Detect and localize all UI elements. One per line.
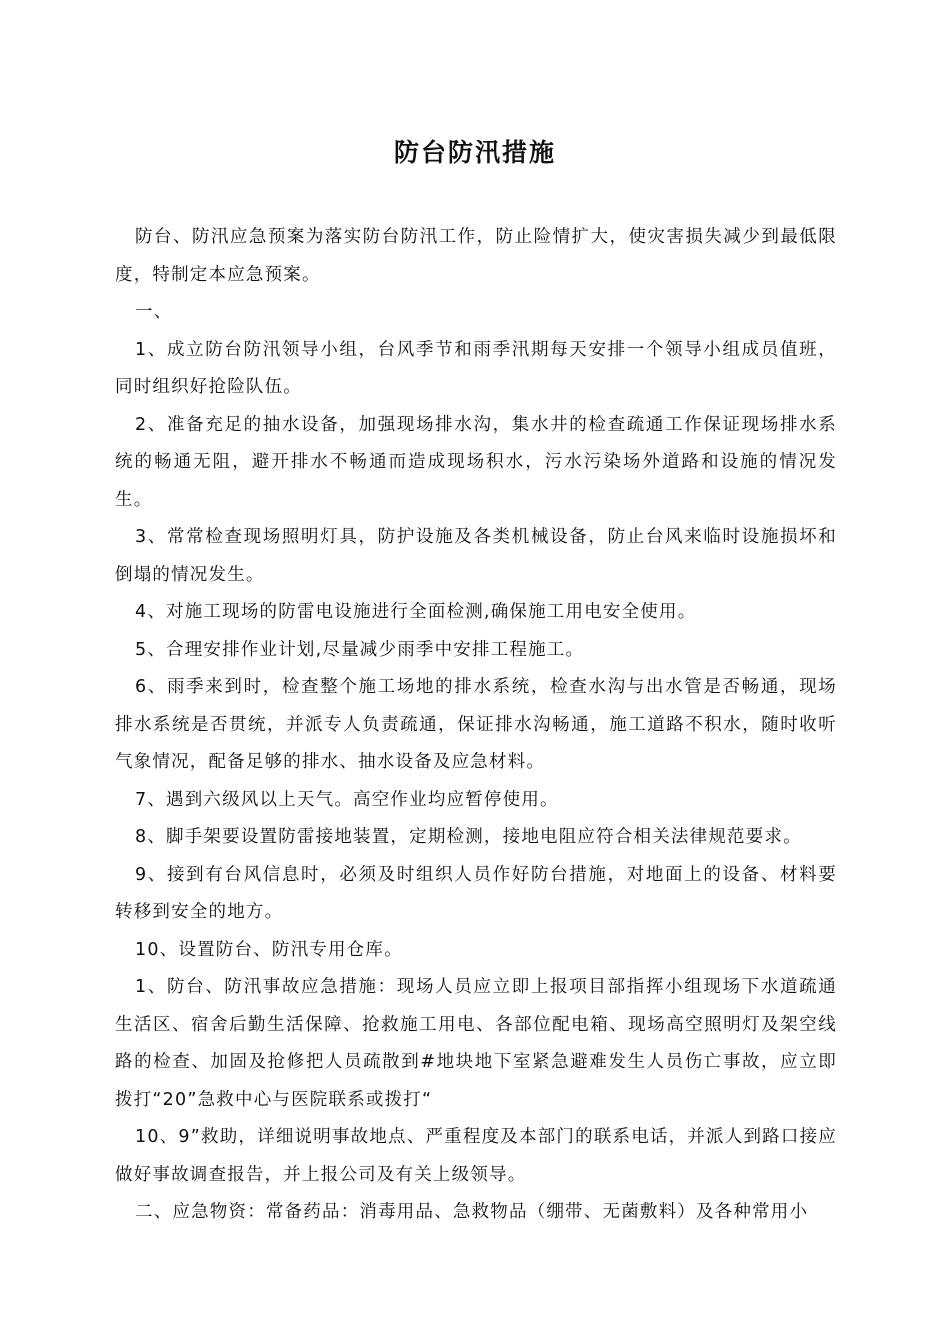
- section-heading-1: 一、: [135, 302, 173, 322]
- paragraph-item-9: 9、接到有台风信息时，必须及时组织人员作好防台措施，对地面上的设备、材料要转移到安全的地方。: [115, 864, 837, 922]
- document-title: 防台防汛措施: [393, 138, 556, 167]
- paragraph-emergency-measures: 1、防台、防汛事故应急措施：现场人员应立即上报项目部指挥小组现场下水道疏通生活区、宿舍后勤生活保障、抢救施工用电、各部位配电箱、现场高空照明灯及架空线路的检查、加固及抢修把人员疏散到#地块地下室紧急避难发生人员伤亡事故，应立即拨打“20”急救中心与医院联系或拨打“: [115, 977, 837, 1110]
- paragraph-emergency-supplies: 二、应急物资：常备药品：消毒用品、急救物品（绷带、无菌敷料）及各种常用小: [135, 1202, 809, 1222]
- paragraph-item-10: 10、设置防台、防汛专用仓库。: [135, 939, 403, 960]
- paragraph-rescue-contact: 10、9”救助，详细说明事故地点、严重程度及本部门的联系电话，并派人到路口接应做好事故调查报告，并上报公司及有关上级领导。: [115, 1127, 837, 1185]
- paragraph-item-2: 2、准备充足的抽水设备，加强现场排水沟，集水井的检查疏通工作保证现场排水系统的畅通无阻，避开排水不畅通而造成现场积水，污水污染场外道路和设施的情况发生。: [115, 414, 837, 510]
- paragraph-item-4: 4、对施工现场的防雷电设施进行全面检测,确保施工用电安全使用。: [135, 602, 697, 622]
- paragraph-item-7: 7、遇到六级风以上天气。高空作业均应暂停使用。: [135, 789, 559, 810]
- paragraph-intro: 防台、防汛应急预案为落实防台防汛工作，防止险情扩大，使灾害损失减少到最低限度，特制定本应急预案。: [115, 227, 837, 285]
- paragraph-item-3: 3、常常检查现场照明灯具，防护设施及各类机械设备，防止台风来临时设施损坏和倒塌的情况发生。: [115, 527, 837, 585]
- document-body: [115, 219, 837, 1232]
- paragraph-item-8: 8、脚手架要设置防雷接地装置，定期检测，接地电阻应符合相关法律规范要求。: [135, 827, 802, 847]
- paragraph-item-5: 5、合理安排作业计划,尽量减少雨季中安排工程施工。: [135, 639, 585, 660]
- paragraph-item-6: 6、雨季来到时，检查整个施工场地的排水系统，检查水沟与出水管是否畅通，现场排水系统是否贯统，并派专人负责疏通，保证排水沟畅通，施工道路不积水，随时收听气象情况，配备足够的排水、抽水设备及应急材料。: [115, 677, 837, 772]
- paragraph-item-1: 1、成立防台防汛领导小组，台风季节和雨季汛期每天安排一个领导小组成员值班，同时组织好抢险队伍。: [115, 339, 837, 397]
